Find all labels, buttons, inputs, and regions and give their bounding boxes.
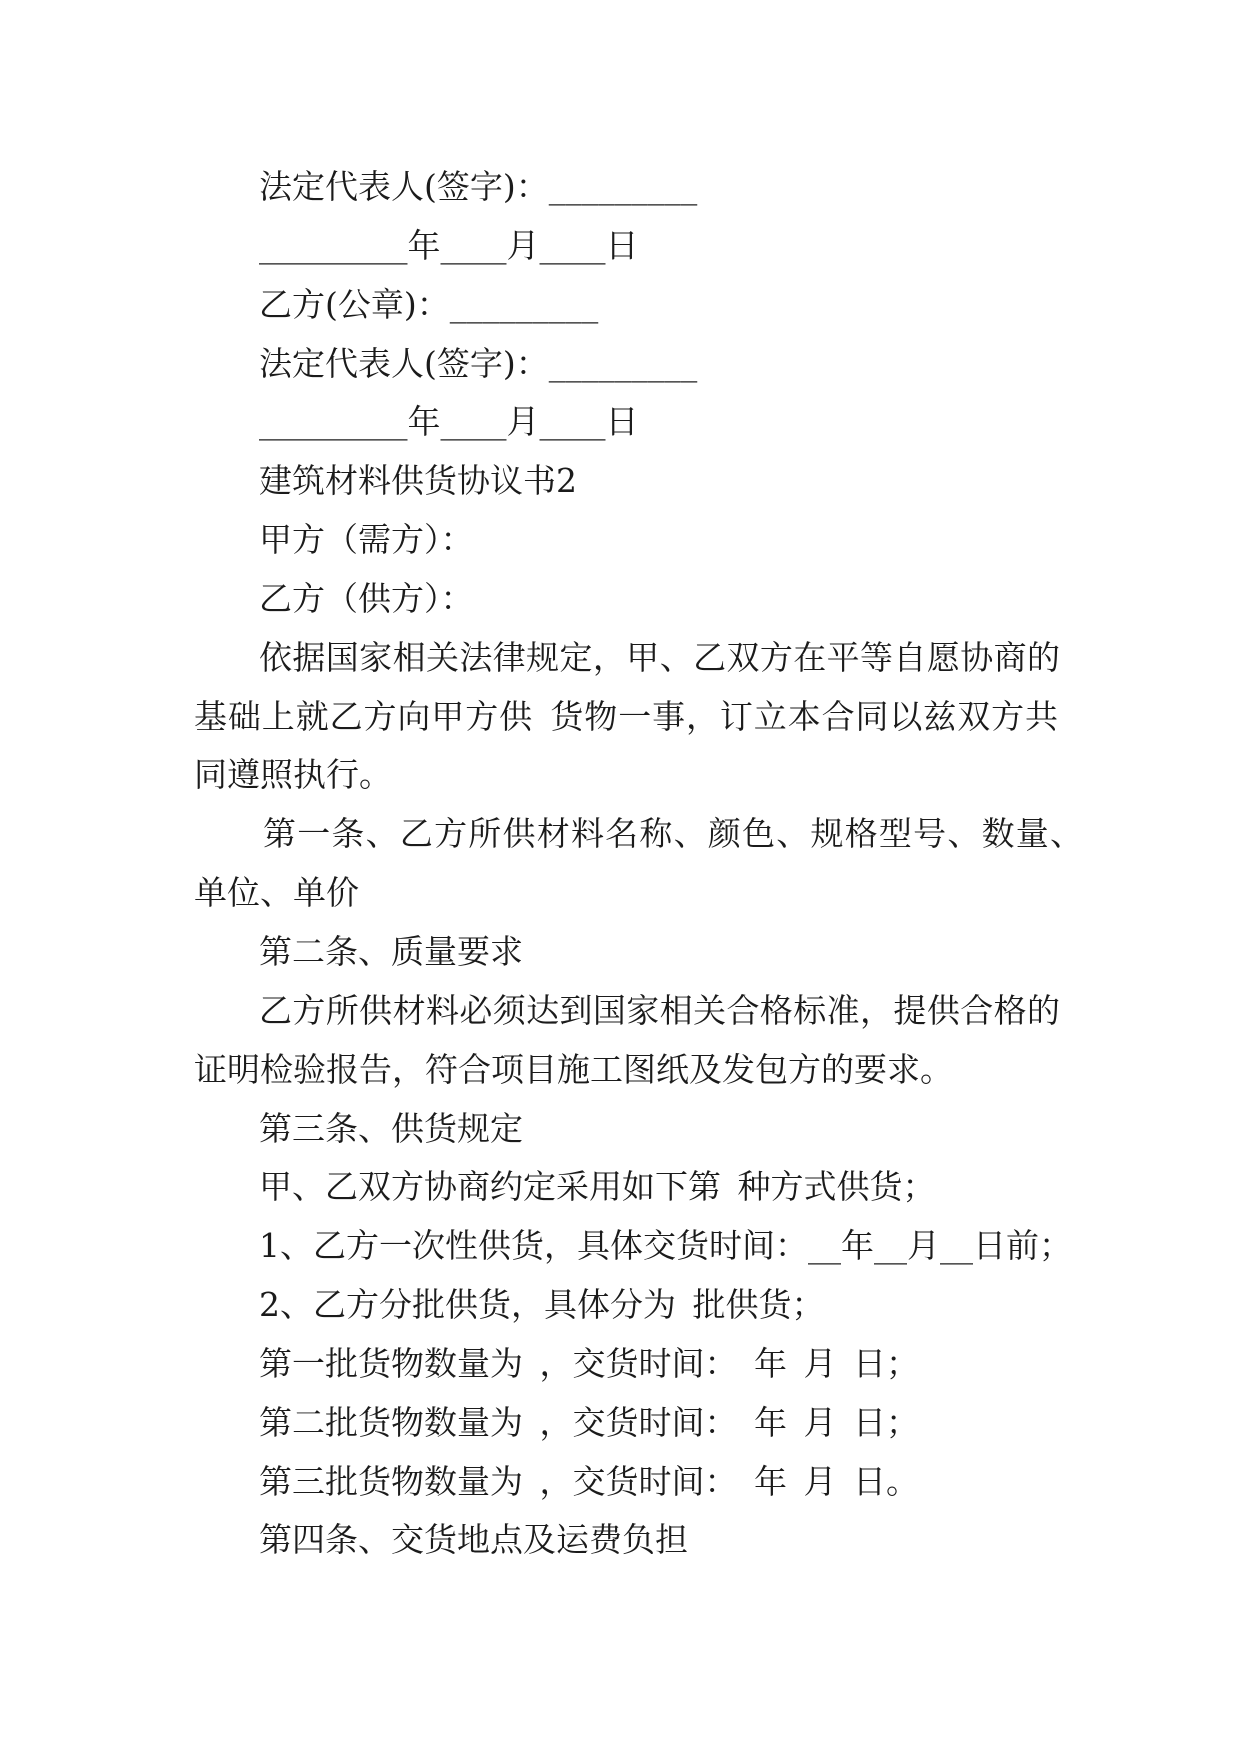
- agreement: [0, 452, 1241, 1570]
- article-3-line: 第二批货物数量为 ，交货时间： 年 月 日；: [259, 1402, 919, 1442]
- article-3-line: 甲、乙双方协商约定采用如下第 种方式供货；: [259, 1167, 936, 1207]
- agreement-title: 建筑材料供货协议书2: [259, 461, 577, 501]
- party-b-representative-signature-line: 法定代表人(签字)：_________: [259, 343, 698, 383]
- article-2-line: 证明检验报告，符合项目施工图纸及发包方的要求。: [194, 1049, 953, 1089]
- article-3-heading: 第三条、供货规定: [259, 1108, 523, 1148]
- preamble-line: 依据国家相关法律规定，甲、乙双方在平等自愿协商的: [259, 637, 1060, 677]
- party-a-representative-signature-line: 法定代表人(签字)：_________: [259, 167, 698, 206]
- article-3-line: 第一批货物数量为 ，交货时间： 年 月 日；: [259, 1343, 919, 1383]
- party-b-seal-line: 乙方(公章)：_________: [259, 284, 599, 324]
- article-1-line: 单位、单价: [194, 873, 359, 913]
- article-2-heading: 第二条、质量要求: [259, 931, 523, 971]
- party-b-line: 乙方（供方）：: [259, 578, 474, 618]
- preamble-line: 同遵照执行。: [194, 755, 392, 795]
- party-a-line: 甲方（需方）：: [259, 520, 474, 560]
- document-body: [0, 158, 1241, 1570]
- article-2-line: 乙方所供材料必须达到国家相关合格标准，提供合格的: [259, 990, 1060, 1030]
- article-3-line: 第三批货物数量为 ，交货时间： 年 月 日。: [259, 1461, 919, 1501]
- signature-block: [0, 158, 1241, 452]
- article-1-line: 第一条、乙方所供材料名称、颜色、规格型号、数量、: [263, 814, 1083, 854]
- party-a-date-line: _________年____月____日: [259, 225, 639, 265]
- preamble-line: 基础上就乙方向甲方供 货物一事，订立本合同以兹双方共: [194, 696, 1058, 736]
- article-4-heading: 第四条、交货地点及运费负担: [259, 1520, 688, 1560]
- party-b-date-line: _________年____月____日: [259, 402, 639, 442]
- article-3-line: 1、乙方一次性供货，具体交货时间：__年__月__日前；: [259, 1226, 1072, 1266]
- article-3-line: 2、乙方分批供货，具体分为 批供货；: [259, 1285, 825, 1325]
